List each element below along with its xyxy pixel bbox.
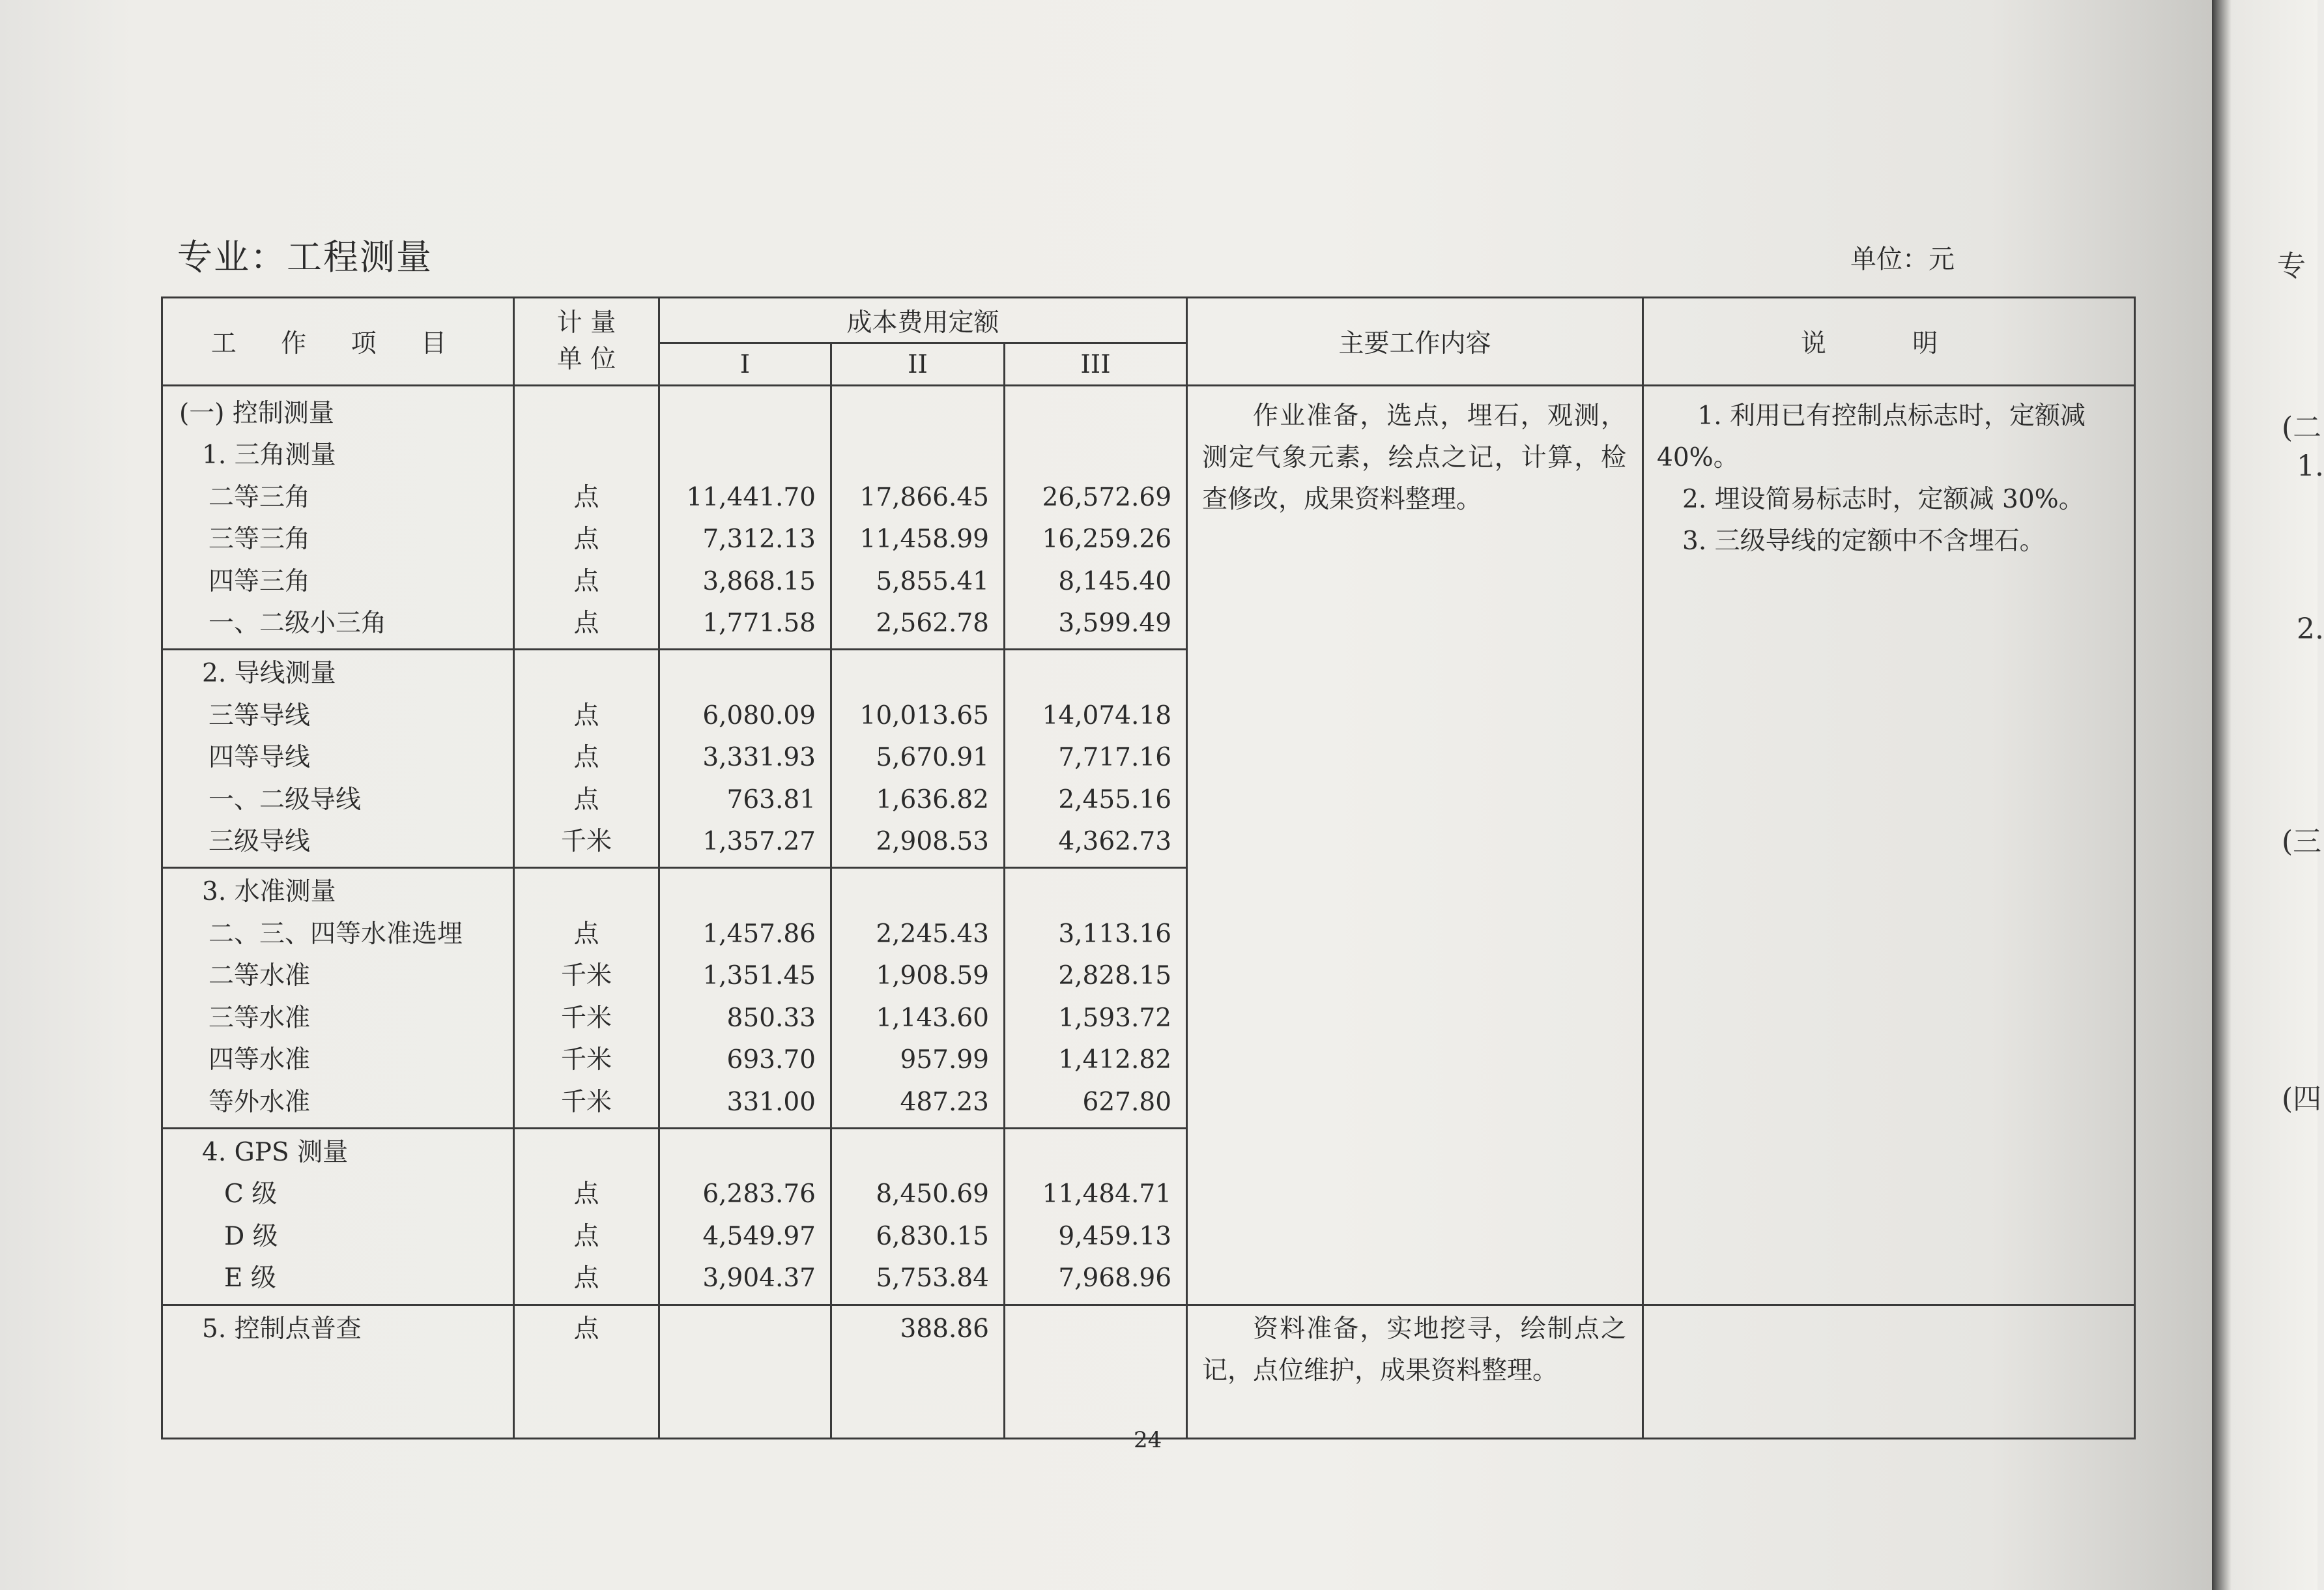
row-item: 一、二级小三角: [208, 609, 387, 639]
row-g1: 1,357.27: [702, 827, 816, 857]
header-remarks: 说 明: [1643, 298, 2135, 386]
grade-3-cell: [1005, 386, 1187, 650]
row-g2: 957.99: [900, 1045, 989, 1075]
row-g3: 14,074.18: [1042, 701, 1172, 730]
row-item: 等外水准: [208, 1087, 311, 1117]
row-unit: 点: [573, 743, 599, 773]
row-g3: 3,599.49: [1058, 609, 1172, 639]
grade-3-cell: [1005, 650, 1187, 868]
unit-cell: [514, 1305, 659, 1438]
row-unit: 点: [573, 1314, 599, 1344]
row-unit: 点: [573, 919, 599, 949]
row-g2: 1,143.60: [876, 1003, 989, 1033]
cost-quota-table: [161, 296, 2136, 1439]
edge-fragment: 2.: [2297, 613, 2324, 646]
remark-item: 3. 三级导线的定额中不含埋石。: [1682, 527, 2045, 556]
row-g1: 7,312.13: [702, 525, 816, 555]
next-page-edge: [2212, 0, 2324, 1590]
row-g3: 627.80: [1082, 1087, 1172, 1117]
row-item: 三等三角: [208, 525, 311, 555]
grade-2-cell: [831, 1128, 1005, 1305]
grade-1-cell: [659, 868, 831, 1128]
row-g2: 17,866.45: [859, 482, 989, 512]
row-g1: 1,457.86: [702, 919, 816, 949]
unit-cell: [514, 868, 659, 1128]
row-unit: 点: [573, 1264, 599, 1294]
edge-fragment: (四: [2282, 1082, 2322, 1116]
row-g2: 1,908.59: [876, 961, 989, 991]
header-grade-1: I: [659, 343, 831, 386]
row-g1: 1,351.45: [702, 961, 816, 991]
row-g1: 3,331.93: [702, 743, 816, 773]
group-title: 3. 水准测量: [202, 877, 336, 907]
grade-1-cell: [659, 386, 831, 650]
grade-2-cell: [831, 386, 1005, 650]
row-item: 5. 控制点普查: [202, 1314, 362, 1344]
group-title: 1. 三角测量: [202, 441, 336, 470]
row-g1: 3,904.37: [702, 1264, 816, 1294]
row-item: D 级: [224, 1221, 278, 1251]
row-g3: 2,828.15: [1058, 961, 1172, 991]
row-item: E 级: [224, 1264, 276, 1294]
row-unit: 点: [573, 701, 599, 730]
row-g1: 763.81: [726, 785, 816, 815]
row-g2: 487.23: [900, 1087, 989, 1117]
row-g3: 16,259.26: [1042, 525, 1172, 555]
row-unit: 点: [573, 482, 599, 512]
row-g1: 331.00: [726, 1087, 816, 1117]
main-work-cell: [1187, 1305, 1643, 1438]
row-unit: 千米: [560, 827, 612, 857]
page-number: 24: [1134, 1427, 1162, 1453]
row-item: 二等三角: [208, 482, 311, 512]
row-item: 一、二级导线: [208, 785, 362, 815]
work-item-cell: [162, 868, 514, 1128]
grade-3-cell: [1005, 868, 1187, 1128]
row-g2: 6,830.15: [876, 1221, 989, 1251]
header-grade-2: II: [831, 343, 1005, 386]
row-unit: 点: [573, 785, 599, 815]
table-row: [162, 1305, 2135, 1438]
main-work-cell: [1187, 386, 1643, 1305]
remark-item: 2. 埋设简易标志时，定额减 30%。: [1682, 485, 2084, 514]
row-g2: 11,458.99: [859, 525, 989, 555]
row-g1: 1,771.58: [702, 609, 816, 639]
header-work-item: 工 作 项 目: [162, 298, 514, 386]
header-main-work: 主要工作内容: [1187, 298, 1643, 386]
row-item: C 级: [224, 1179, 278, 1209]
row-g3: 7,968.96: [1058, 1264, 1172, 1294]
row-unit: 点: [573, 1179, 599, 1209]
group-title: 4. GPS 测量: [202, 1137, 349, 1167]
unit-note: 单位：元: [1850, 244, 1955, 274]
row-g3: 2,455.16: [1058, 785, 1172, 815]
row-g1: 693.70: [726, 1045, 816, 1075]
grade-3-cell: [1005, 1128, 1187, 1305]
row-g3: 26,572.69: [1042, 482, 1172, 512]
row-g2: 2,562.78: [876, 609, 989, 639]
main-work-text: 作业准备，选点，埋石，观测，测定气象元素，绘点之记，计算，检查修改，成果资料整理。: [1202, 401, 1627, 514]
row-g1: 6,080.09: [702, 701, 816, 730]
unit-cell: [514, 650, 659, 868]
main-work-text: 资料准备，实地挖寻，绘制点之记，点位维护，成果资料整理。: [1202, 1314, 1627, 1385]
row-item: 二、三、四等水准选埋: [208, 919, 463, 949]
grade-1-cell: [659, 650, 831, 868]
page-title: 专业：工程测量: [177, 237, 433, 278]
unit-cell: [514, 386, 659, 650]
row-g2: 8,450.69: [876, 1179, 989, 1209]
grade-2-cell: [831, 868, 1005, 1128]
row-g2: 1,636.82: [876, 785, 989, 815]
row-unit: 点: [573, 566, 599, 596]
table-row-group: [162, 386, 2135, 650]
row-item: 四等水准: [208, 1045, 311, 1075]
row-item: 四等导线: [208, 743, 311, 773]
remarks-cell: [1643, 386, 2135, 1305]
header-cost-quota: 成本费用定额: [659, 298, 1187, 343]
row-g3: 4,362.73: [1058, 827, 1172, 857]
row-unit: 点: [573, 525, 599, 555]
edge-fragment: 1.: [2297, 450, 2324, 483]
grade-1-cell: [659, 1305, 831, 1438]
work-item-cell: [162, 650, 514, 868]
row-g3: 1,412.82: [1058, 1045, 1172, 1075]
grade-1-cell: [659, 1128, 831, 1305]
row-item: 四等三角: [208, 566, 311, 596]
row-unit: 点: [573, 609, 599, 639]
work-item-cell: [162, 386, 514, 650]
row-g2: 5,855.41: [876, 566, 989, 596]
row-g1: 4,549.97: [702, 1221, 816, 1251]
row-unit: 千米: [560, 1087, 612, 1117]
remark-item: 1. 利用已有控制点标志时，定额减 40%。: [1657, 401, 2086, 472]
work-item-cell: [162, 1128, 514, 1305]
header-grade-3: III: [1005, 343, 1187, 386]
row-g2: 2,908.53: [876, 827, 989, 857]
remarks-cell: [1643, 1305, 2135, 1438]
section-title: (一) 控制测量: [179, 399, 334, 428]
row-unit: 点: [573, 1221, 599, 1251]
row-g3: 8,145.40: [1058, 566, 1172, 596]
row-g3: 9,459.13: [1058, 1221, 1172, 1251]
grade-2-cell: [831, 650, 1005, 868]
row-g2: 2,245.43: [876, 919, 989, 949]
row-g1: 11,441.70: [686, 482, 816, 512]
work-item-cell: [162, 1305, 514, 1438]
row-g2: 5,753.84: [876, 1264, 989, 1294]
row-item: 三级导线: [208, 827, 311, 857]
row-g3: 11,484.71: [1042, 1179, 1172, 1209]
header-unit: 计 量 单 位: [514, 298, 659, 386]
edge-fragment: (二: [2282, 411, 2322, 444]
group-title: 2. 导线测量: [202, 659, 336, 689]
row-g2: 388.86: [900, 1314, 989, 1344]
row-g3: 3,113.16: [1058, 919, 1172, 949]
row-g1: 3,868.15: [702, 566, 816, 596]
row-g1: 850.33: [726, 1003, 816, 1033]
row-g1: 6,283.76: [702, 1179, 816, 1209]
grade-2-cell: [831, 1305, 1005, 1438]
row-item: 三等导线: [208, 701, 311, 730]
row-unit: 千米: [560, 1045, 612, 1075]
row-item: 二等水准: [208, 961, 311, 991]
row-g3: 7,717.16: [1058, 743, 1172, 773]
grade-3-cell: [1005, 1305, 1187, 1438]
unit-cell: [514, 1128, 659, 1305]
row-unit: 千米: [560, 961, 612, 991]
row-item: 三等水准: [208, 1003, 311, 1033]
row-unit: 千米: [560, 1003, 612, 1033]
edge-fragment: (三: [2282, 825, 2322, 858]
row-g2: 5,670.91: [876, 743, 989, 773]
row-g2: 10,013.65: [859, 701, 989, 730]
edge-fragment: 专: [2277, 250, 2306, 283]
row-g3: 1,593.72: [1058, 1003, 1172, 1033]
